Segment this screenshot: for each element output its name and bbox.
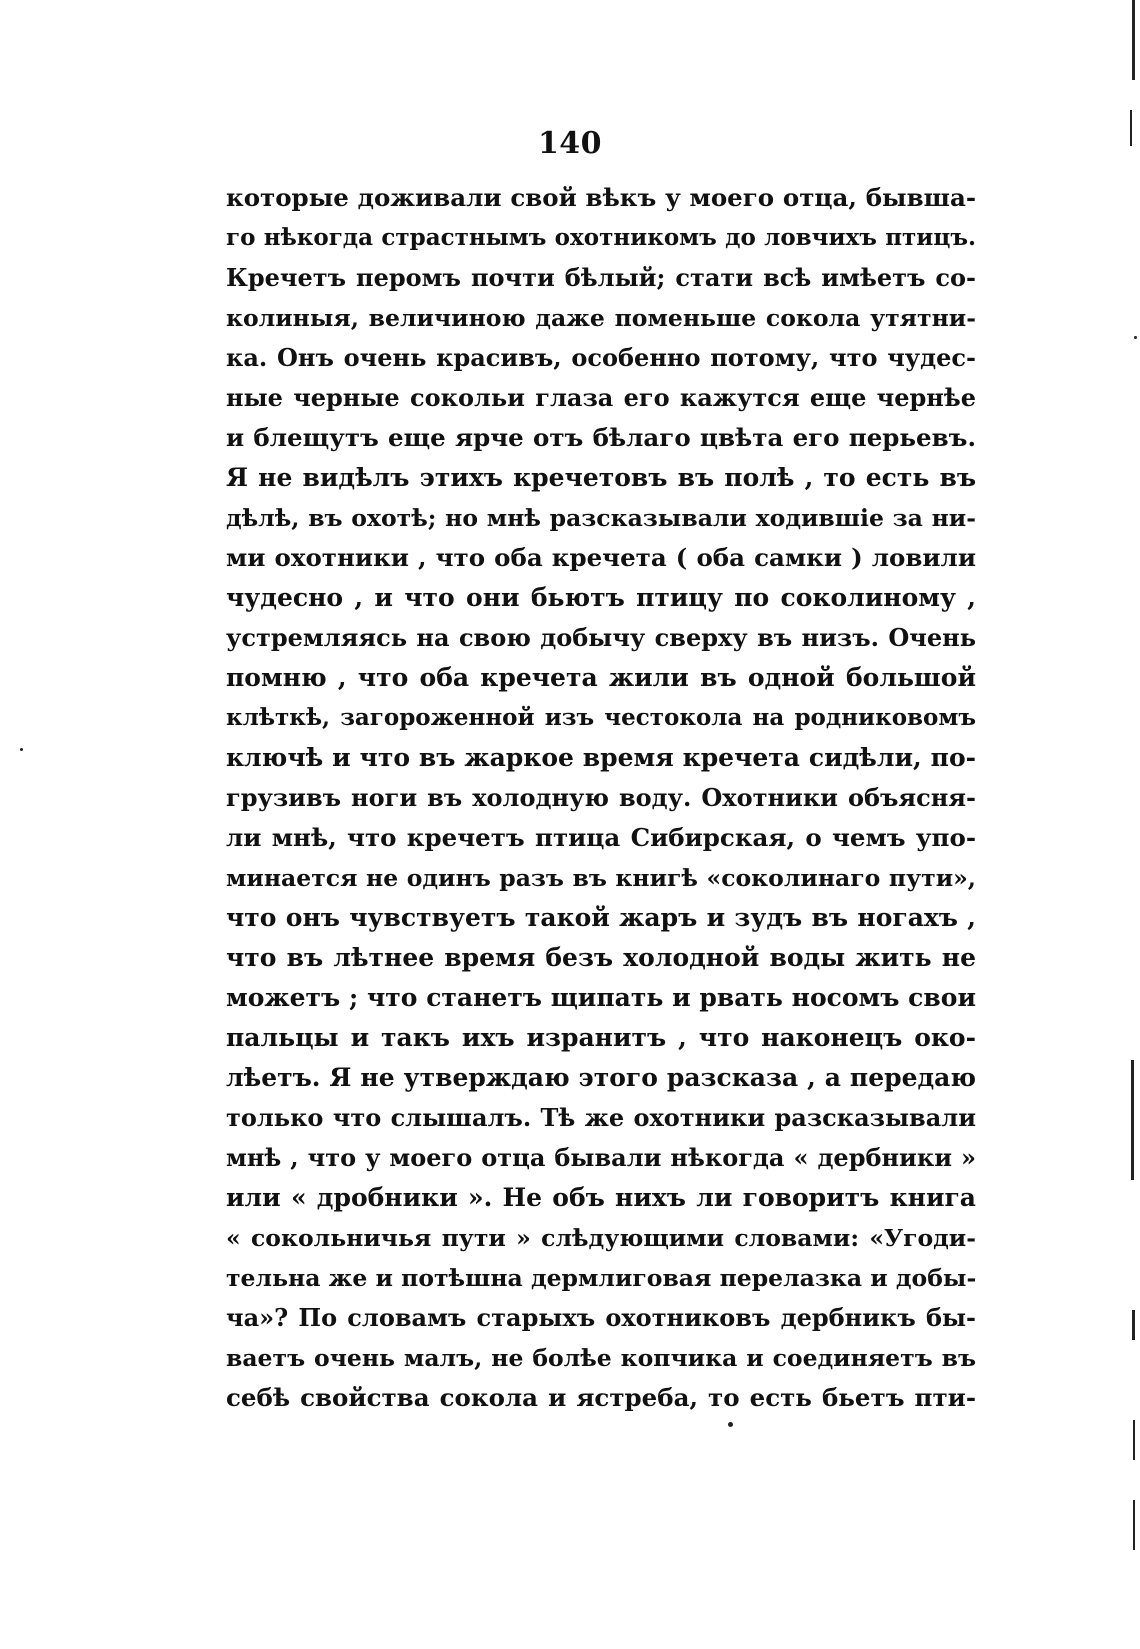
text-line: « сокольничья пути » слѣдующими словами: «Угоди- (226, 1224, 976, 1252)
text-line: что въ лѣтнее время безъ холодной воды жить не (226, 943, 976, 972)
text-line: пальцы и такъ ихъ изранитъ , что наконецъ око- (226, 1023, 976, 1052)
text-line: ми охотники , что оба кречета ( оба самки ) ловили (226, 543, 976, 572)
text-line: ка. Онъ очень красивъ, особенно потому, что чудес- (226, 343, 976, 372)
text-line: можетъ ; что станетъ щипать и рвать носомъ свои (226, 983, 976, 1012)
text-line: что онъ чувствуетъ такой жаръ и зудъ въ ногахъ , (226, 903, 976, 932)
text-line: чудесно , и что они бьютъ птицу по соколиному , (226, 583, 976, 612)
text-line: колиныя, величиною даже поменьше сокола утятни- (226, 304, 976, 332)
text-line: Кречетъ перомъ почти бѣлый; стати всѣ имѣетъ со- (226, 263, 976, 292)
page-number: 140 (537, 126, 603, 161)
text-line: лѣетъ. Я не утверждаю этого разсказа , а передаю (226, 1063, 976, 1092)
text-line: ключѣ и что въ жаркое время кречета сидѣли, по- (226, 743, 976, 772)
text-line: го нѣкогда страстнымъ охотникомъ до ловчихъ птицъ. (226, 224, 976, 251)
scan-edge-mark (1130, 110, 1132, 146)
scan-edge-mark (1131, 1060, 1134, 1180)
text-line: только что слышалъ. Тѣ же охотники разсказывали (226, 1103, 976, 1132)
text-line: ча»? По словамъ старыхъ охотниковъ дербникъ бы- (226, 1303, 976, 1332)
scan-speck (20, 748, 23, 751)
text-line: и блещутъ еще ярче отъ бѣлаго цвѣта его перьевъ. (226, 423, 976, 452)
scan-speck (728, 1422, 733, 1427)
text-line: себѣ свойства сокола и ястреба, то есть бьетъ пти- (226, 1383, 976, 1412)
text-line: которые доживали свой вѣкъ у моего отца, бывша- (226, 183, 976, 212)
text-line: помню , что оба кречета жили въ одной большой (226, 663, 976, 692)
scan-edge-mark (1132, 1310, 1135, 1340)
text-line: ли мнѣ, что кречетъ птица Сибирская, о чемъ упо- (226, 823, 976, 852)
text-line: ваетъ очень малъ, не болѣе копчика и соединяетъ въ (226, 1344, 976, 1372)
scan-speck (1134, 336, 1137, 339)
text-line: грузивъ ноги въ холодную воду. Охотники объясня- (226, 783, 976, 812)
text-line: Я не видѣлъ этихъ кречетовъ въ полѣ , то есть въ (226, 463, 976, 492)
scan-edge-mark (1133, 1420, 1135, 1460)
text-line: клѣткѣ, загороженной изъ честокола на родниковомъ (226, 704, 976, 731)
body-text (226, 178, 976, 1418)
text-line: тельна же и потѣшна дермлиговая перелазка и добы- (226, 1264, 976, 1292)
scan-edge-mark (1132, 0, 1135, 80)
text-line: или « дробники ». Не объ нихъ ли говоритъ книга (226, 1183, 976, 1212)
text-line: ные черные сокольи глаза его кажутся еще чернѣе (226, 383, 976, 412)
text-line: устремляясь на свою добычу сверху въ низъ. Очень (226, 623, 976, 652)
text-line: минается не одинъ разъ въ книгѣ «соколинаго пути», (226, 864, 976, 892)
scan-edge-mark (1133, 1500, 1135, 1550)
text-line: дѣлѣ, въ охотѣ; но мнѣ разсказывали ходившіе за ни- (226, 504, 976, 532)
text-line: мнѣ , что у моего отца бывали нѣкогда « дербники » (226, 1143, 976, 1172)
